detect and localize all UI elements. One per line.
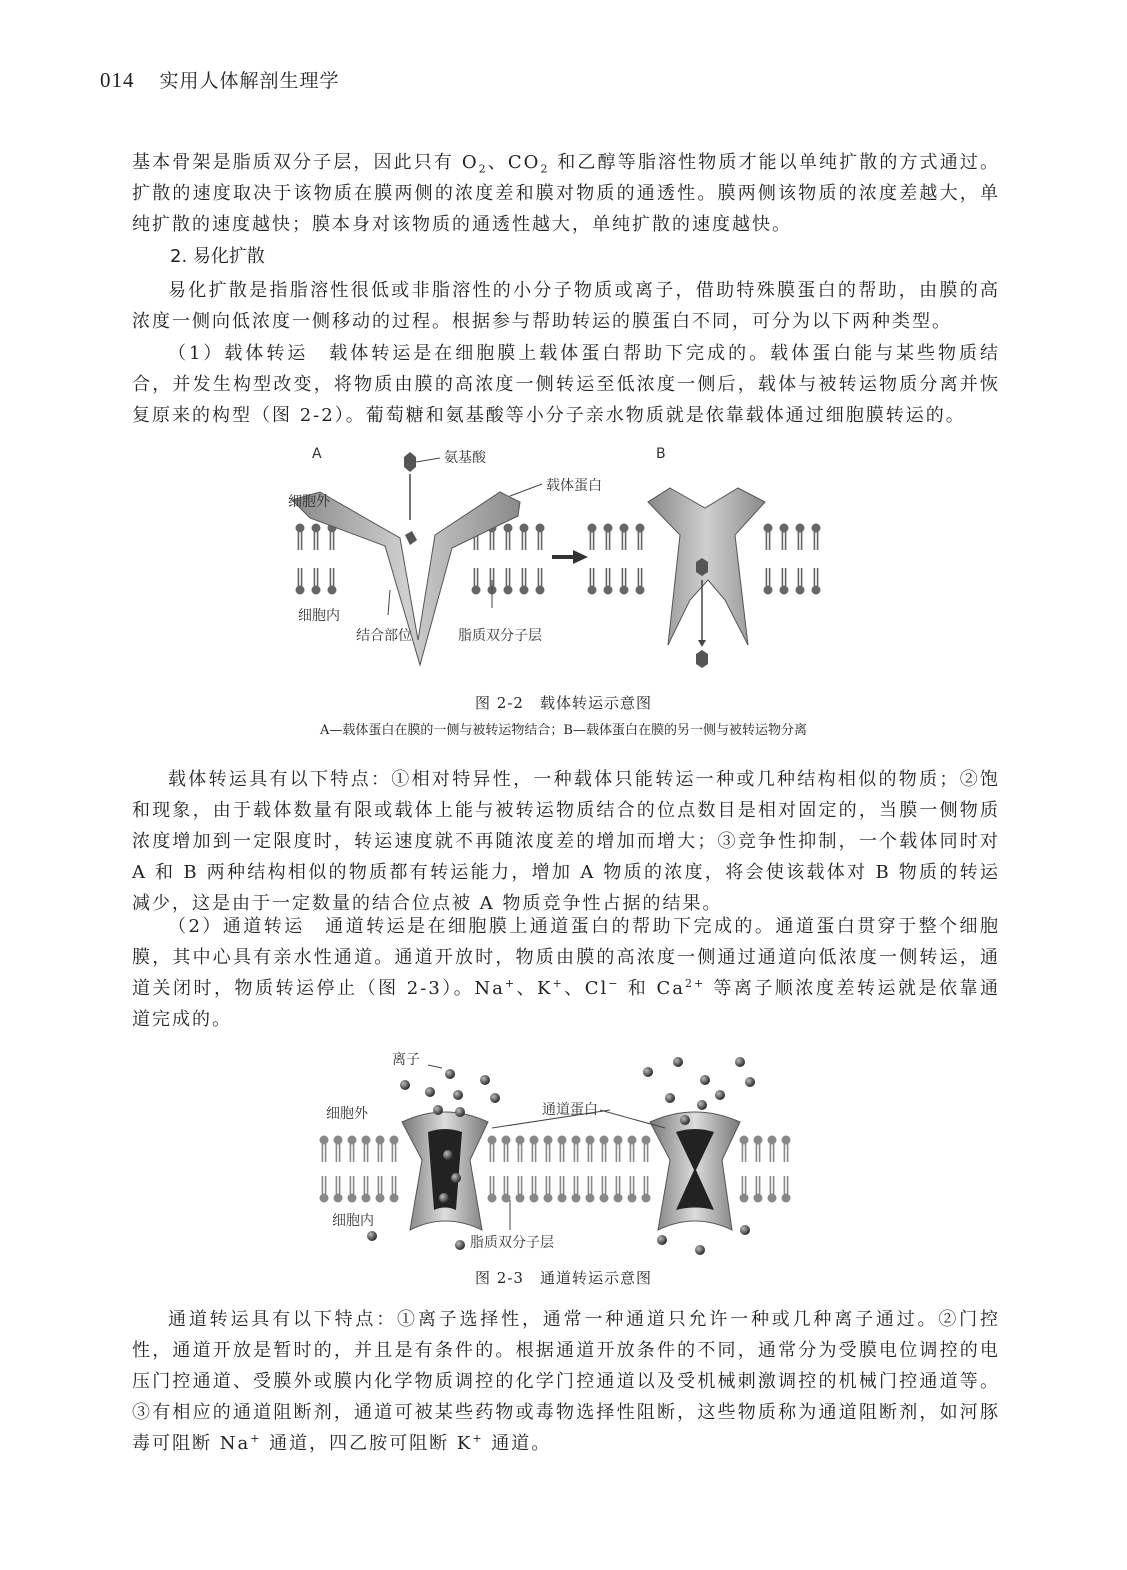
ion-particle bbox=[443, 1150, 453, 1160]
ion-particle bbox=[695, 1245, 705, 1255]
ion-particle bbox=[433, 1105, 443, 1115]
bound-amino-acid-icon bbox=[405, 531, 417, 545]
ion-particle bbox=[455, 1107, 465, 1117]
paragraph-simple-diffusion: 基本骨架是脂质双分子层，因此只有 $O_2$、$CO_2$ 和乙醇等脂溶性物质才能以单纯扩散的方式通过。扩散的速度取决于该物质在膜两侧的浓度差和膜对物质的通透性。膜两侧该物质的浓度差越大，单纯扩散的速度越快；膜本身对该物质的通透性越大，单纯扩散的速度越快。 bbox=[132, 152, 1000, 235]
ion-particle bbox=[643, 1067, 653, 1077]
paragraph-carrier-transport: （1）载体转运 载体转运是在细胞膜上载体蛋白帮助下完成的。载体蛋白能与某些物质结合，并发生构型改变，将物质由膜的高浓度一侧转运至低浓度一侧后，载体与被转运物质分离并恢复原来的构型（图 2-2）。葡萄糖和氨基酸等小分子亲水物质就是依靠载体通过细胞膜转运的。 bbox=[132, 343, 1000, 426]
label-ion: 离子 bbox=[392, 1052, 420, 1068]
page-header bbox=[100, 66, 340, 93]
figure-2-2-subcaption: A—载体蛋白在膜的一侧与被转运物结合；B—载体蛋白在膜的另一侧与被转运物分离 bbox=[320, 723, 807, 738]
paragraph-channel-features: 通道转运具有以下特点：①离子选择性，通常一种通道只允许一种或几种离子通过。②门控性，通道开放是暂时的，并且是有条件的。根据通道开放条件的不同，通常分为受膜电位调控的电压门控通道、受膜外或膜内化学物质调控的化学门控通道以及受机械刺激调控的机械门控通道等。③有相应的通道阻断剂，通道可被某些药物或毒物选择性阻断，这些物质称为通道阻断剂，如河豚毒可阻断 Na+ 通道，四乙胺可阻断 K+ 通道。 bbox=[132, 1309, 1000, 1454]
label-bilayer: 脂质双分子层 bbox=[458, 628, 542, 644]
label-a: A bbox=[312, 446, 322, 462]
ion-particle bbox=[490, 1093, 500, 1103]
ion-particle bbox=[665, 1093, 675, 1103]
label-binding-site: 结合部位 bbox=[356, 628, 412, 644]
label-amino-acid: 氨基酸 bbox=[444, 450, 486, 466]
paragraph-facilitated-diffusion: 易化扩散是指脂溶性很低或非脂溶性的小分子物质或离子，借助特殊膜蛋白的帮助，由膜的高浓度一侧向低浓度一侧移动的过程。根据参与帮助转运的膜蛋白不同，可分为以下两种类型。 bbox=[132, 280, 1000, 332]
label-channel-protein: 通道蛋白 bbox=[542, 1102, 598, 1118]
ion-particle bbox=[745, 1077, 755, 1087]
paragraph-carrier-features: 载体转运具有以下特点：①相对特异性，一种载体只能转运一种或几种结构相似的物质；②饱和现象，由于载体数量有限或载体上能与被转运物质结合的位点数目是相对固定的，当膜一侧物质浓度增加到一定限度时，转运速度就不再随浓度差的增加而增大；③竞争性抑制，一个载体同时对 A 和 B 两种结构相似的物质都有转运能力，增加 A 物质的浓度，将会使该载体对 B 物质的转运减少，这是由于一定数量的结合位点被 A 物质竞争性占据的结果。 bbox=[132, 769, 1000, 914]
book-title: 实用人体解剖生理学 bbox=[159, 70, 340, 92]
label-b: B bbox=[656, 446, 666, 462]
ion-particle bbox=[657, 1235, 667, 1245]
membrane-a bbox=[296, 524, 545, 595]
section-heading-facilitated-diffusion: 2. 易化扩散 bbox=[170, 246, 265, 267]
figure-2-3-caption: 图 2-3 通道转运示意图 bbox=[475, 1269, 652, 1287]
ion-particle bbox=[673, 1057, 683, 1067]
page-number: 014 bbox=[100, 68, 135, 92]
label-outside-2: 细胞外 bbox=[326, 1106, 368, 1122]
figure-carrier-transport bbox=[270, 440, 850, 690]
ion-particle bbox=[451, 1173, 461, 1183]
label-bilayer-2: 脂质双分子层 bbox=[470, 1235, 554, 1251]
ion-particle bbox=[425, 1087, 435, 1097]
ion-particle bbox=[453, 1090, 463, 1100]
label-carrier-protein: 载体蛋白 bbox=[546, 478, 602, 494]
figure-2-2-caption: 图 2-2 载体转运示意图 bbox=[475, 694, 652, 712]
amino-acid-icon bbox=[404, 452, 416, 472]
transition-arrow-icon bbox=[573, 550, 588, 564]
ion-particle bbox=[735, 1057, 745, 1067]
label-inside: 细胞内 bbox=[298, 608, 340, 624]
ion-particle bbox=[480, 1075, 490, 1085]
ion-particle bbox=[700, 1075, 710, 1085]
label-inside-2: 细胞内 bbox=[332, 1213, 374, 1229]
ion-particle bbox=[697, 1100, 707, 1110]
ion-particle bbox=[367, 1231, 377, 1241]
ion-particle bbox=[439, 1193, 449, 1203]
paragraph-channel-transport: （2）通道转运 通道转运是在细胞膜上通道蛋白的帮助下完成的。通道蛋白贯穿于整个细胞膜，其中心具有亲水性通道。通道开放时，物质由膜的高浓度一侧通过通道向低浓度一侧转运，通道关闭时，物质转运停止（图 2-3）。Na+、K+、Cl− 和 $Ca^{2+}$ 等离子顺浓度差转运就是依靠通道完成的。 bbox=[132, 916, 1000, 1030]
ion-particle bbox=[400, 1080, 410, 1090]
figure-channel-transport bbox=[310, 1040, 810, 1260]
ion-particle bbox=[680, 1115, 690, 1125]
label-outside: 细胞外 bbox=[288, 494, 330, 510]
ion-particle bbox=[715, 1090, 725, 1100]
ion-particle bbox=[455, 1240, 465, 1250]
ion-particle bbox=[740, 1225, 750, 1235]
ion-particle bbox=[445, 1069, 455, 1079]
